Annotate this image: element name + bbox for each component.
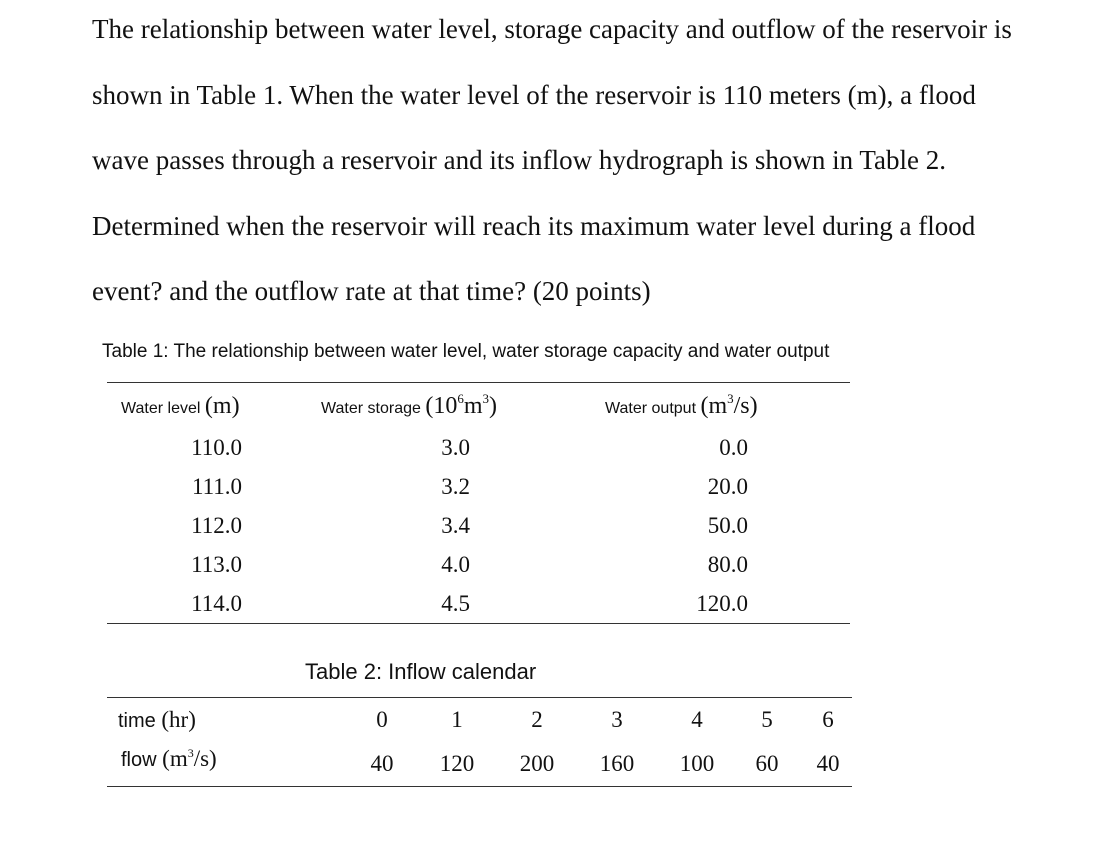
question-text — [92, 0, 1102, 325]
table2-time-label: time (hr) — [118, 707, 196, 732]
table1-top-rule — [107, 382, 850, 383]
question-line-1: The relationship between water level, storage capacity and outflow of the reservoir is — [92, 14, 1012, 44]
table2-flow-cell: 40 — [370, 751, 394, 776]
table2-time-cell: 5 — [761, 707, 773, 732]
table1-cell-level: 111.0 — [191, 474, 242, 499]
table2-flow-cell: 160 — [599, 751, 635, 776]
table2-time-cell: 0 — [376, 707, 388, 732]
table1-cell-output: 0.0 — [719, 435, 748, 460]
question-line-3: wave passes through a reservoir and its inflow hydrograph is shown in Table 2. — [92, 145, 946, 175]
table2-flow-cell: 100 — [679, 751, 715, 776]
table1-cell-storage: 4.5 — [441, 591, 470, 616]
table1-cell-storage: 3.2 — [441, 474, 470, 499]
table2-flow-cell: 40 — [816, 751, 840, 776]
table2-flow-cell: 200 — [519, 751, 555, 776]
table1-cell-storage: 3.0 — [441, 435, 470, 460]
table2-top-rule — [107, 697, 852, 698]
table1-cell-level: 113.0 — [191, 552, 242, 577]
table2-time-cell: 1 — [451, 707, 463, 732]
table1-cell-level: 110.0 — [191, 435, 242, 460]
table1-header-output: Water output $(m^3/s)$ — [605, 391, 758, 419]
table1-cell-level: 114.0 — [191, 591, 242, 616]
table1-header-level: Water level (m) — [121, 393, 240, 419]
table2-flow-cell: 60 — [755, 751, 779, 776]
table2-time-cell: 2 — [531, 707, 543, 732]
table1-cell-output: 20.0 — [707, 474, 748, 499]
table1-cell-storage: 3.4 — [441, 513, 470, 538]
table1-cell-output: 120.0 — [696, 591, 748, 616]
table2-time-cell: 6 — [822, 707, 834, 732]
table2-caption: Table 2: Inflow calendar — [305, 659, 537, 684]
table2-flow-label: flow $(m^3/s)$ — [121, 746, 217, 771]
table1-bottom-rule — [107, 623, 850, 624]
table1-caption: Table 1: The relationship between water level, water storage capacity and water output — [102, 341, 830, 362]
table2-time-cell: 4 — [691, 707, 703, 732]
table2-flow-cell: 120 — [439, 751, 475, 776]
table1-cell-output: 80.0 — [707, 552, 748, 577]
table2-time-cell: 3 — [611, 707, 623, 732]
question-line-4: Determined when the reservoir will reach its maximum water level during a flood — [92, 210, 976, 241]
question-line-5: event? and the outflow rate at that time? (20 points) — [92, 276, 651, 306]
table1-cell-output: 50.0 — [707, 513, 748, 538]
question-line-2: shown in Table 1. When the water level of the reservoir is 110 meters (m), a flood — [92, 79, 976, 110]
table1-header-storage: Water storage $(10^6m^3)$ — [321, 391, 498, 419]
table1-cell-level: 112.0 — [191, 513, 242, 538]
table1-cell-storage: 4.0 — [441, 552, 470, 577]
table2-bottom-rule — [107, 786, 852, 787]
